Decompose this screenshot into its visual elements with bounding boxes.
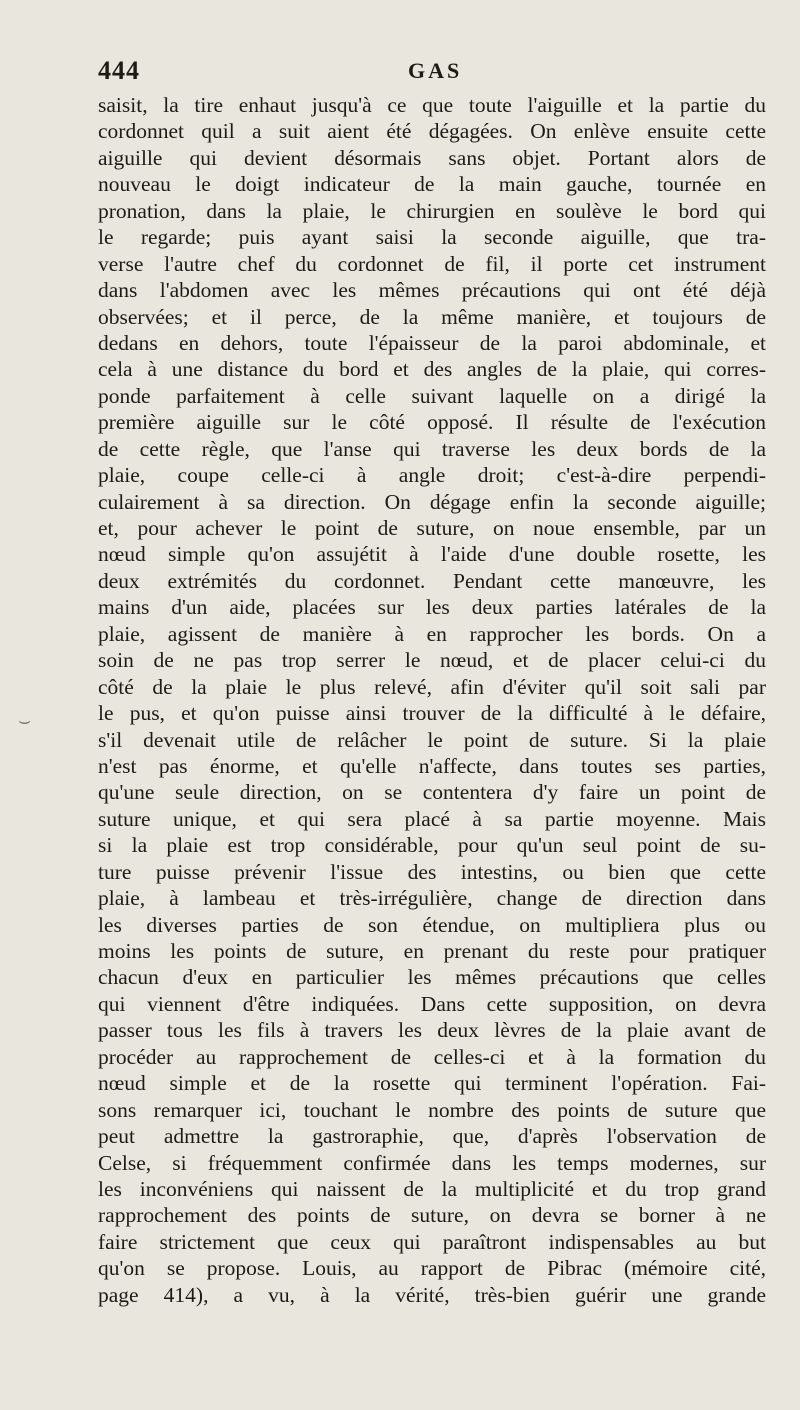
text-line: procéder au rapprochement de celles-ci et à la formation du bbox=[98, 1044, 766, 1069]
text-line: soin de ne pas trop serrer le nœud, et de placer celui-ci du bbox=[98, 648, 766, 673]
text-line: dans l'abdomen avec les mêmes précautions qui ont été déjà bbox=[98, 278, 766, 303]
body-text bbox=[98, 92, 766, 1308]
text-line: dedans en dehors, toute l'épaisseur de la paroi abdominale, et bbox=[98, 330, 766, 355]
text-line: première aiguille sur le côté opposé. Il résulte de l'exécution bbox=[98, 410, 766, 435]
text-line: rapprochement des points de suture, on devra se borner à ne bbox=[98, 1203, 766, 1228]
text-line: ponde parfaitement à celle suivant laquelle on a dirigé la bbox=[98, 383, 766, 408]
text-line: moins les points de suture, en prenant du reste pour pratiquer bbox=[98, 939, 766, 963]
text-line: nouveau le doigt indicateur de la main gauche, tournée en bbox=[98, 172, 766, 197]
text-line: nœud simple qu'on assujétit à l'aide d'une double rosette, les bbox=[98, 542, 766, 567]
text-line: plaie, agissent de manière à en rapprocher les bords. On a bbox=[98, 621, 766, 646]
text-line: sons remarquer ici, touchant le nombre des points de suture que bbox=[98, 1097, 766, 1122]
text-line: plaie, à lambeau et très-irrégulière, change de direction dans bbox=[98, 886, 766, 911]
text-line: les inconvéniens qui naissent de la multiplicité et du trop grand bbox=[98, 1176, 766, 1201]
text-line: observées; et il perce, de la même manière, et toujours de bbox=[98, 304, 766, 329]
text-line: suture unique, et qui sera placé à sa partie moyenne. Mais bbox=[98, 806, 766, 831]
text-line: ture puisse prévenir l'issue des intestins, ou bien que cette bbox=[98, 859, 766, 884]
text-line: côté de la plaie le plus relevé, afin d'éviter qu'il soit sali par bbox=[98, 674, 766, 699]
text-line: mains d'un aide, placées sur les deux parties latérales de la bbox=[98, 595, 766, 620]
text-line: aiguille qui devient désormais sans objet. Portant alors de bbox=[98, 145, 766, 170]
text-line: et, pour achever le point de suture, on noue ensemble, par un bbox=[98, 516, 766, 540]
text-line: de cette règle, que l'anse qui traverse les deux bords de la bbox=[98, 436, 766, 461]
text-line: cordonnet quil a suit aient été dégagées. On enlève ensuite cette bbox=[98, 119, 766, 144]
text-line: le regarde; puis ayant saisi la seconde aiguille, que tra- bbox=[98, 225, 766, 250]
text-line: si la plaie est trop considérable, pour qu'un seul point de su- bbox=[98, 833, 766, 858]
text-line: saisit, la tire enhaut jusqu'à ce que toute l'aiguille et la partie du bbox=[98, 93, 766, 117]
text-line: chacun d'eux en particulier les mêmes précautions que celles bbox=[98, 965, 766, 990]
page-number: 444 bbox=[98, 56, 140, 85]
text-line: deux extrémités du cordonnet. Pendant cette manœuvre, les bbox=[98, 568, 766, 593]
text-line: Celse, si fréquemment confirmée dans les temps modernes, sur bbox=[98, 1150, 766, 1175]
text-line: s'il devenait utile de relâcher le point de suture. Si la plaie bbox=[98, 727, 766, 752]
text-line: nœud simple et de la rosette qui terminent l'opération. Fai- bbox=[98, 1071, 766, 1096]
text-line: qu'une seule direction, on se contentera d'y faire un point de bbox=[98, 780, 766, 805]
margin-mark-icon: ⌣ bbox=[18, 708, 32, 732]
text-line: culairement à sa direction. On dégage enfin la seconde aiguille; bbox=[98, 489, 766, 514]
text-line: le pus, et qu'on puisse ainsi trouver de la difficulté à le défaire, bbox=[98, 701, 766, 726]
text-line: verse l'autre chef du cordonnet de fil, il porte cet instrument bbox=[98, 251, 766, 276]
text-line: peut admettre la gastroraphie, que, d'après l'observation de bbox=[98, 1124, 766, 1149]
page-header bbox=[98, 56, 766, 92]
text-line: cela à une distance du bord et des angles de la plaie, qui corres- bbox=[98, 357, 766, 382]
text-line: n'est pas énorme, et qu'elle n'affecte, dans toutes ses parties, bbox=[98, 753, 766, 778]
text-line: plaie, coupe celle-ci à angle droit; c'est-à-dire perpendi- bbox=[98, 463, 766, 488]
text-line: page 414), a vu, à la vérité, très-bien guérir une grande bbox=[98, 1282, 766, 1307]
text-line: faire strictement que ceux qui paraîtront indispensables au but bbox=[98, 1229, 766, 1254]
text-line: passer tous les fils à travers les deux lèvres de la plaie avant de bbox=[98, 1018, 766, 1043]
text-line: qu'on se propose. Louis, au rapport de Pibrac (mémoire cité, bbox=[98, 1256, 766, 1281]
text-line: les diverses parties de son étendue, on multipliera plus ou bbox=[98, 912, 766, 937]
text-line: pronation, dans la plaie, le chirurgien en soulève le bord qui bbox=[98, 198, 766, 223]
running-head: GAS bbox=[408, 58, 463, 83]
text-line: qui viennent d'être indiquées. Dans cette supposition, on devra bbox=[98, 991, 766, 1016]
